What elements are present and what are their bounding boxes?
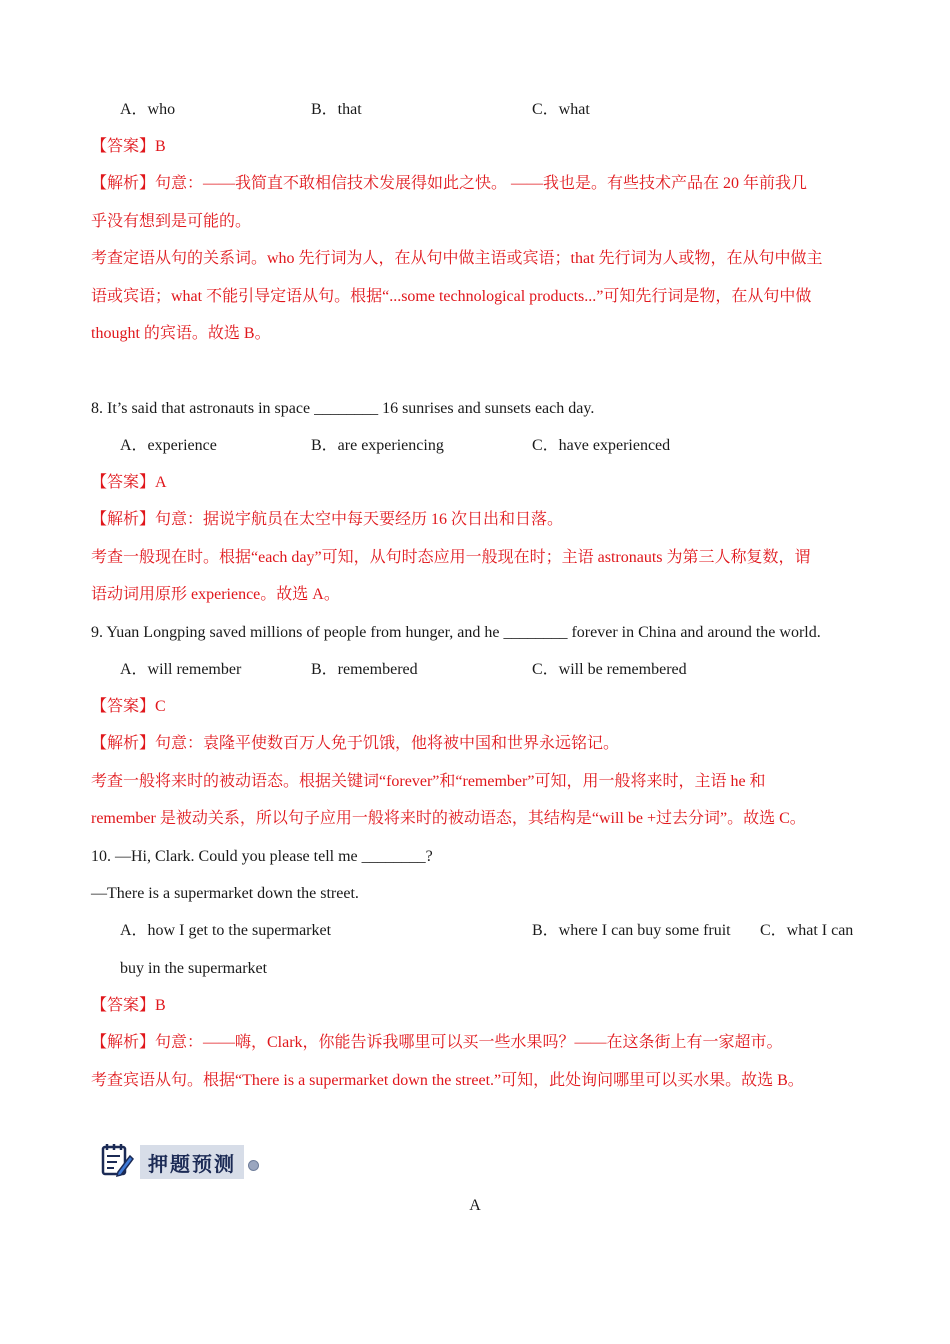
notepad-pen-icon xyxy=(100,1142,134,1183)
q10-answer: 【答案】B xyxy=(91,997,166,1014)
q9-option-b: B．remembered xyxy=(311,661,418,678)
q8-option-b: B．are experiencing xyxy=(311,437,444,454)
section-banner xyxy=(100,1142,259,1182)
q10-option-c-cont: buy in the supermarket xyxy=(120,960,268,977)
q9-question: 9. Yuan Longping saved millions of people from hunger, and he ________ forever in China and around the world. xyxy=(91,624,821,641)
q7-answer: 【答案】B xyxy=(91,138,166,155)
q9-explanation-1: 考查一般将来时的被动语态。根据关键词“forever”和“remember”可知，用一般将来时，主语 he 和 xyxy=(91,773,766,790)
q7-analysis-cont: 乎没有想到是可能的。 xyxy=(91,213,252,230)
q9-analysis: 【解析】句意：袁隆平使数百万人免于饥饿，他将被中国和世界永远铭记。 xyxy=(91,735,620,752)
q7-explanation-3: thought 的宾语。故选 B。 xyxy=(91,325,271,342)
q9-option-a: A．will remember xyxy=(120,661,242,678)
q9-answer: 【答案】C xyxy=(91,698,166,715)
passage-letter: A xyxy=(469,1197,481,1214)
q9-explanation-2: remember 是被动关系，所以句子应用一般将来时的被动语态，其结构是“will be +过去分词”。故选 C。 xyxy=(91,810,806,827)
q8-explanation-2: 语动词用原形 experience。故选 A。 xyxy=(91,586,340,603)
q10-option-a: A．how I get to the supermarket xyxy=(120,922,332,939)
q8-question: 8. It’s said that astronauts in space ________ 16 sunrises and sunsets each day. xyxy=(91,400,595,417)
q10-option-b: B．where I can buy some fruit xyxy=(532,922,731,939)
q8-option-a: A．experience xyxy=(120,437,217,454)
q9-option-c: C．will be remembered xyxy=(532,661,687,678)
q7-option-a: A．who xyxy=(120,101,176,118)
q7-analysis: 【解析】句意：——我简直不敢相信技术发展得如此之快。 ——我也是。有些技术产品在 20 年前我几 xyxy=(91,175,808,192)
q10-explanation: 考查宾语从句。根据“There is a supermarket down the street.”可知，此处询问哪里可以买水果。故选 B。 xyxy=(91,1072,804,1089)
q10-reply: —There is a supermarket down the street. xyxy=(91,885,359,902)
q10-analysis: 【解析】句意：——嗨，Clark，你能告诉我哪里可以买一些水果吗？——在这条街上有一家超市。 xyxy=(91,1034,783,1051)
q8-explanation-1: 考查一般现在时。根据“each day”可知，从句时态应用一般现在时；主语 astronauts 为第三人称复数，谓 xyxy=(91,549,811,566)
q8-answer: 【答案】A xyxy=(91,474,167,491)
q10-option-c: C．what I can xyxy=(760,922,854,939)
q7-option-c: C．what xyxy=(532,101,590,118)
q7-explanation-2: 语或宾语；what 不能引导定语从句。根据“...some technological products...”可知先行词是物，在从句中做 xyxy=(91,288,812,305)
q8-option-c: C．have experienced xyxy=(532,437,671,454)
banner-dot xyxy=(248,1160,259,1171)
section-title: 押题预测 xyxy=(140,1145,244,1179)
q8-analysis: 【解析】句意：据说宇航员在太空中每天要经历 16 次日出和日落。 xyxy=(91,511,564,528)
q7-explanation-1: 考查定语从句的关系词。who 先行词为人，在从句中做主语或宾语；that 先行词为人或物，在从句中做主 xyxy=(91,250,823,267)
q7-option-b: B．that xyxy=(311,101,362,118)
q10-question: 10. —Hi, Clark. Could you please tell me ________? xyxy=(91,848,433,865)
